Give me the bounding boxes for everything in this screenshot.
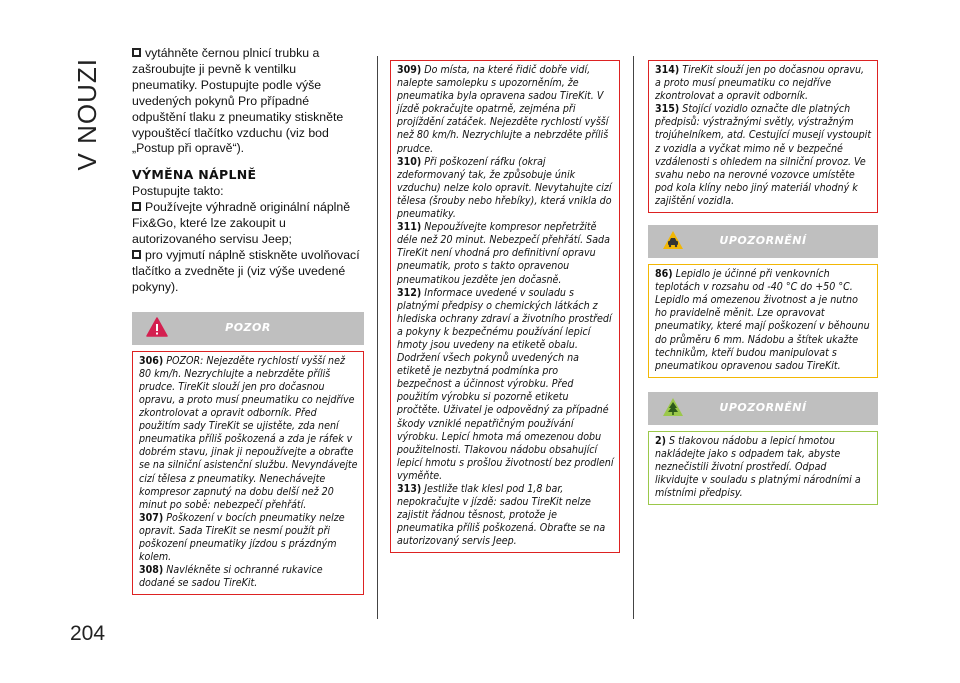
note-item: 306) POZOR: Nejezděte rychlostí vyšší než 80 km/h. Nezrychlujte a nebrzděte příliš prudce. TireKit slouží jen pro dočasnou opravu, a proto musí pneumatiku co nejdříve zkontrolovat a opravit odborník. Před použitím sady TireKit se ujistěte, zda není pneumatika příliš poškozená a zda je ráfek v dobrém stavu, jinak ji nepoužívejte a obraťte se na silniční asistenční službu. Nevyndávejte cizí tělesa z pneumatiky. Nenechávejte kompresor zapnutý na dobu delší než 20 minut po sobě: nebezpečí přehřátí. [139, 354, 358, 511]
lead-text: Postupujte takto: [132, 184, 224, 199]
bullet-item: pro vyjmutí náplně stiskněte uvolňovací tlačítko a zvedněte ji (viz výše uvedené pokyny). [132, 247, 360, 294]
warning-header [132, 312, 364, 345]
note-item: 307) Poškození v bocích pneumatiky nelze opravit. Sada TireKit se nesmí použít při poškození pneumatiky jízdou s prázdným kolem. [139, 511, 345, 564]
note-item: 86) Lepidlo je účinné při venkovních teplotách v rozsahu od -40 °C do +50 °C. Lepidlo má omezenou životnost a je nutno ho pravidelně měnit. Lze opravovat pneumatiky, které mají poškození v běhounu do průměru 6 mm. Nádobu a štítek ukažte technikům, kteří budou manipulovat s pneumatikou opravenou sadou TireKit. [655, 268, 870, 372]
column-2 [390, 60, 620, 553]
warning-box [132, 351, 364, 596]
square-bullet-icon [132, 250, 141, 259]
caution-box [648, 264, 878, 378]
column-divider [633, 56, 634, 619]
note-item: 313) Jestliže tlak klesl pod 1,8 bar, nepokračujte v jízdě: sadou TireKit nelze zajistit řádnou těsnost, protože je pneumatika příliš poškozená. Obraťte se na autorizovaný servis Jeep. [397, 483, 606, 548]
note-item: 309) Do místa, na které řidič dobře vidí, nalepte samolepku s upozorněním, že pneumatika byla opravena sadou TireKit. V jízdě pokračujte opatrně, zejména při projíždění zatáček. Nejezděte rychlostí vyšší než 80 km/h. Nezrychlujte a nebrzděte příliš prudce. [397, 64, 609, 155]
note-item: 310) Při poškození ráfku (okraj zdeformovaný tak, že způsobuje únik vzduchu) nelze kolo opravit. Nevytahujte cizí tělesa (šrouby nebo hřebíky), která vnikla do pneumatiky. [397, 155, 612, 221]
environment-label: UPOZORNĚNÍ [719, 400, 807, 414]
column-1 [132, 46, 364, 595]
note-item: 311) Nepoužívejte kompresor nepřetržitě déle než 20 minut. Nebezpečí přehřátí. Sada TireKit není vhodná pro definitivní opravu pneumatik, proto s takto opravenou pneumatikou jezděte jen dočasně. [397, 221, 610, 286]
column-3 [648, 60, 878, 505]
bullet-item: Používejte výhradně originální náplně Fix&Go, které lze zakoupit u autorizovaného servisu Jeep; [132, 200, 351, 247]
warning-box-continued [648, 60, 878, 213]
page-number: 204 [70, 622, 106, 645]
environment-box [648, 431, 878, 505]
column-divider [377, 56, 378, 619]
warning-box-continued [390, 60, 620, 553]
warning-label: POZOR [225, 320, 271, 334]
note-item: 314) TireKit slouží jen po dočasnou opravu, a proto musí pneumatiku co nejdříve zkontrolovat a opravit odborník. [655, 64, 865, 103]
section-heading: VÝMĚNA NÁPLNĚ [132, 167, 257, 183]
square-bullet-icon [132, 48, 141, 57]
environment-header [648, 392, 878, 425]
note-item: 315) Stojící vozidlo označte dle platných předpisů: výstražnými světly, výstražným trojúhelníkem, atd. Cestující musejí vystoupit z vozidla a vyčkat mimo ně v bezpečné vzdálenosti s ohledem na silniční provoz. Ve svahu nebo na nerovné vozovce umístěte pod kola klíny nebo jiný materiál vhodný k zajištění vozidla. [655, 103, 872, 207]
caution-header [648, 225, 878, 258]
note-item: 308) Navlékněte si ochranné rukavice dodané se sadou TireKit. [139, 564, 323, 590]
square-bullet-icon [132, 202, 141, 211]
side-section-title: V NOUZI [72, 58, 102, 171]
intro-paragraph: vytáhněte černou plnicí trubku a zašroubujte ji pevně k ventilku pneumatiky. Postupujte podle výše uvedených pokynů Pro případné odpuštění tlaku z pneumatiky stiskněte vypouštěcí tlačítko vzduchu (viz bod „Postup při opravě“). [132, 46, 344, 156]
note-item: 312) Informace uvedené v souladu s platnými předpisy o chemických látkách z hlediska ochrany zdraví a životního prostředí a pokyny k bezpečnému používání lepicí hmoty jsou uvedeny na etiketě obalu. Dodržení všech pokynů uvedených na etiketě je nezbytná podmínka pro bezpečnost a účinnost výrobku. Před použitím výrobku si pozorně etiketu pročtěte. Uživatel je odpovědný za případné škody vzniklé nepatřičným používání výrobku. Lepicí hmota má omezenou dobu použitelnosti. Tlakovou nádobu obsahující lepicí hmotu s prošlou životností bez prodlení vyměňte. [397, 286, 614, 482]
note-item: 2) S tlakovou nádobu a lepicí hmotou nakládejte jako s odpadem tak, abyste neznečistili životní prostředí. Odpad likvidujte v souladu s platnými národními a místními předpisy. [655, 434, 861, 500]
caution-label: UPOZORNĚNÍ [719, 234, 807, 248]
